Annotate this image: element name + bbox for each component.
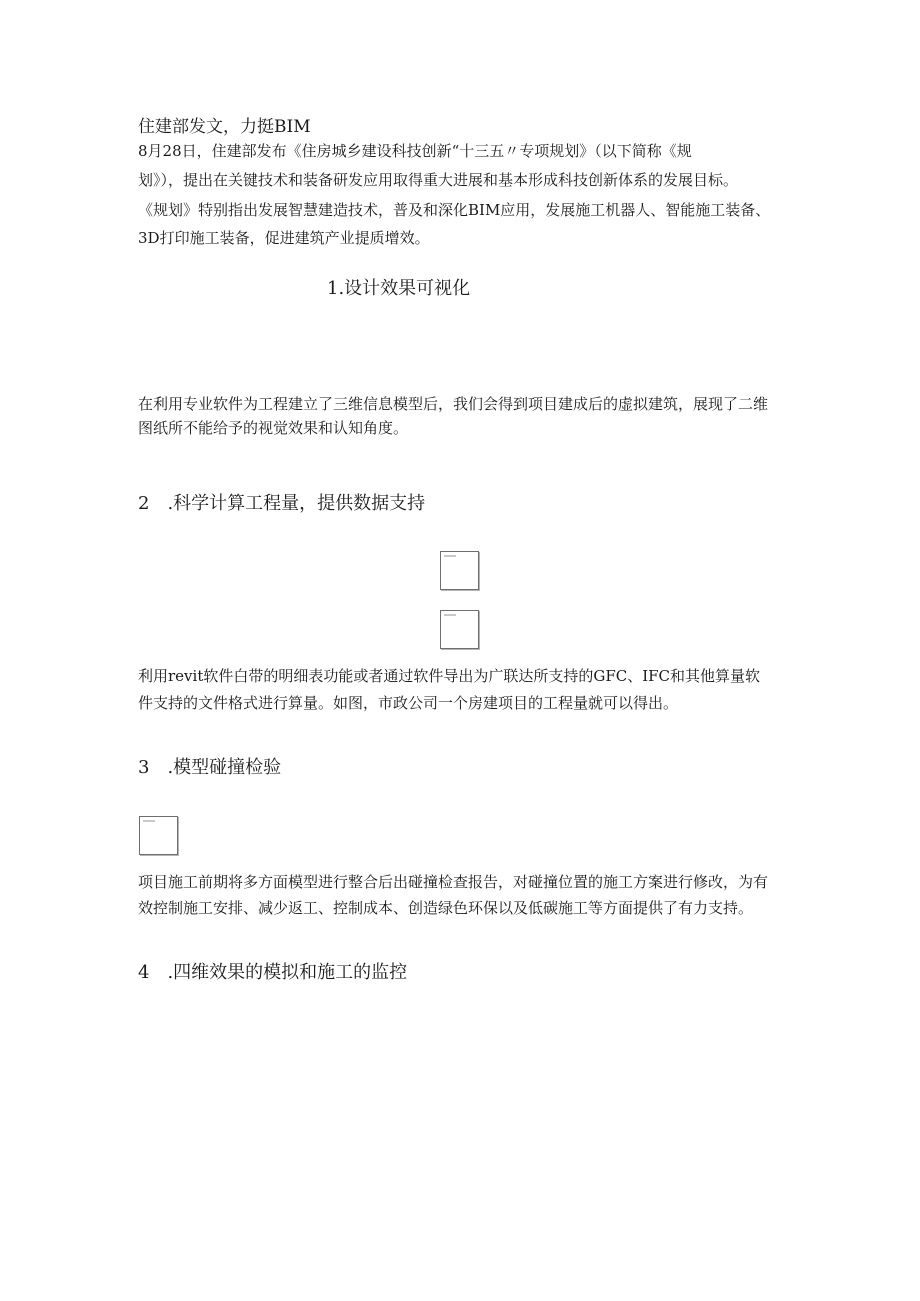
paragraph-line: 项目施工前期将多方面模型进行整合后出碰撞检查报告，对碰撞位置的施工方案进行修改，为有: [138, 873, 769, 891]
paragraph-line: 利用revit软件白带的明细表功能或者通过软件导出为广联达所支持的GFC、IFC和其他算量软: [138, 667, 761, 685]
paragraph-line: 图纸所不能给予的视觉效果和认知角度。: [138, 419, 409, 437]
image-placeholder: [440, 610, 479, 649]
intro-line: 8月28日，住建部发布《住房城乡建设科技创新“十三五〃专项规划》（以下简称《规: [138, 142, 692, 160]
intro-line: 3D打印施工装备，促进建筑产业提质增效。: [138, 229, 430, 247]
section-heading-4: 4 .四维效果的模拟和施工的监控: [138, 962, 408, 983]
paragraph-line: 在利用专业软件为工程建立了三维信息模型后，我们会得到项目建成后的虚拟建筑，展现了二维: [138, 395, 769, 413]
section-heading-1: 1.设计效果可视化: [327, 278, 471, 299]
document-title: 住建部发文，力挺BIM: [138, 117, 311, 137]
paragraph-line: 效控制施工安排、减少返工、控制成本、创造绿色环保以及低碳施工等方面提供了有力支持。: [138, 899, 754, 917]
paragraph-line: 件支持的文件格式进行算量。如图，市政公司一个房建项目的工程量就可以得出。: [138, 694, 679, 712]
image-placeholder: [440, 551, 479, 590]
image-placeholder: [139, 816, 178, 855]
section-heading-2: 2 .科学计算工程量，提供数据支持: [138, 493, 426, 514]
section-heading-3: 3 .模型碰撞检验: [138, 757, 282, 778]
intro-line: 划》），提出在关键技术和装备研发应用取得重大进展和基本形成科技创新体系的发展目标。: [138, 171, 739, 189]
intro-line: 《规划》特别指出发展智慧建造技术，普及和深化BIM应用，发展施工机器人、智能施工装备、: [138, 201, 771, 219]
